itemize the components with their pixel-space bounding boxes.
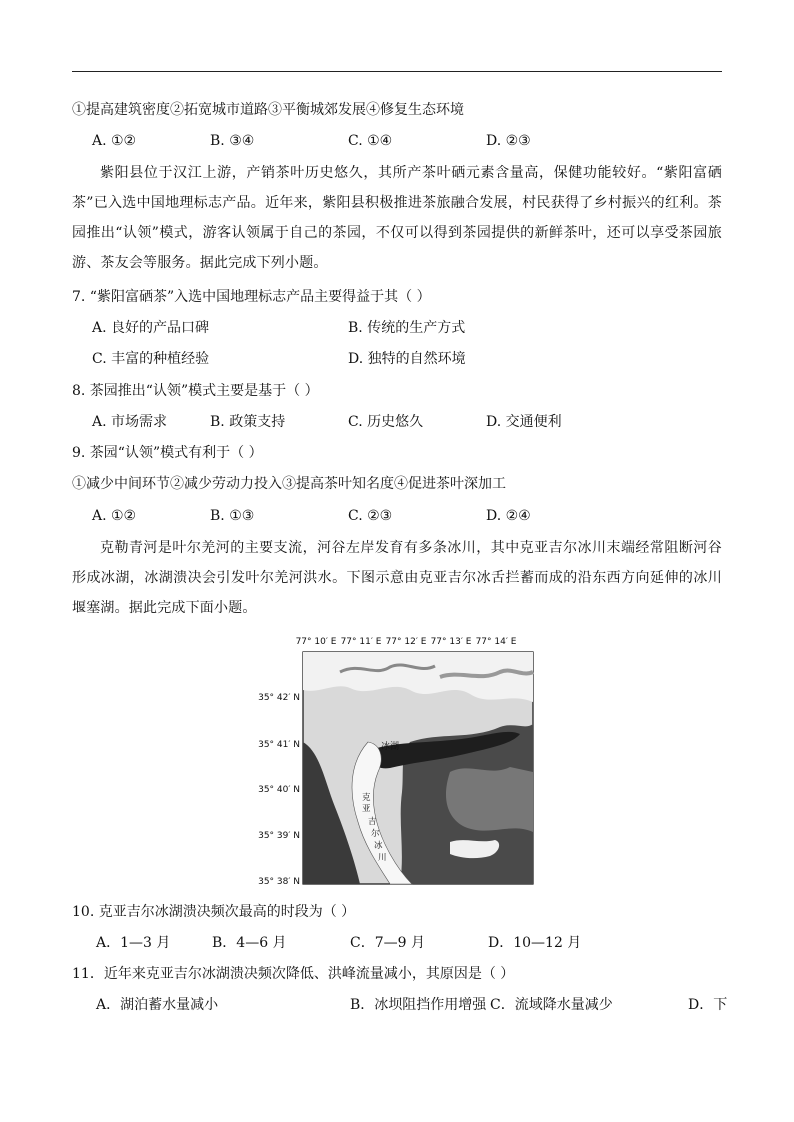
q11-stem: 11．近年来克亚吉尔冰湖溃决频次降低、洪峰流量减小，其原因是（ ） xyxy=(72,966,515,982)
q11-option-b[interactable]: B．冰坝阻挡作用增强 xyxy=(350,997,487,1013)
q10-option-a[interactable]: A．1—3 月 xyxy=(96,935,171,951)
q7-option-c[interactable]: C. 丰富的种植经验 xyxy=(92,351,210,367)
lat-label-4: 35° 39′ N xyxy=(258,831,300,841)
q8-option-b[interactable]: B. 政策支持 xyxy=(210,414,286,430)
glacier-label-2: 亚 xyxy=(362,804,371,814)
lat-label-5: 35° 38′ N xyxy=(258,877,300,887)
lat-label-3: 35° 40′ N xyxy=(258,785,300,795)
glacier-label-3: 吉 xyxy=(368,817,377,827)
lake-label: 冰湖 xyxy=(381,742,400,752)
q9-statements: ①减少中间环节②减少劳动力投入③提高茶叶知名度④促进茶叶深加工 xyxy=(72,476,506,492)
q6-option-a[interactable]: A. ①② xyxy=(92,133,137,149)
q8-option-c[interactable]: C. 历史悠久 xyxy=(348,414,424,430)
glacier-label-1: 克 xyxy=(362,793,371,803)
q8-option-a[interactable]: A. 市场需求 xyxy=(92,414,168,430)
q9-option-b[interactable]: B. ①③ xyxy=(210,508,255,524)
q6-option-b[interactable]: B. ③④ xyxy=(210,133,255,149)
lat-label-1: 35° 42′ N xyxy=(258,693,300,703)
lon-label-4: 77° 13′ E xyxy=(430,637,472,647)
lon-label-5: 77° 14′ E xyxy=(475,637,517,647)
q6-statements: ①提高建筑密度②拓宽城市道路③平衡城郊发展④修复生态环境 xyxy=(72,102,464,118)
q7-option-a[interactable]: A. 良好的产品口碑 xyxy=(92,320,210,336)
q6-option-d[interactable]: D. ②③ xyxy=(486,133,531,149)
q8-option-d[interactable]: D. 交通便利 xyxy=(486,414,562,430)
lon-label-3: 77° 12′ E xyxy=(385,637,427,647)
glacier-label-4: 尔 xyxy=(371,829,380,839)
q9-option-a[interactable]: A. ①② xyxy=(92,508,137,524)
lat-label-2: 35° 41′ N xyxy=(258,740,300,750)
glacier-lake-map xyxy=(250,632,550,892)
q10-stem: 10. 克亚吉尔冰湖溃决频次最高的时段为（ ） xyxy=(72,904,356,920)
satellite-image xyxy=(303,652,533,884)
q11-option-d[interactable]: D．下 xyxy=(688,997,728,1013)
q11-option-c[interactable]: C．流域降水量减少 xyxy=(490,997,613,1013)
header-rule xyxy=(72,71,722,72)
q10-option-c[interactable]: C．7—9 月 xyxy=(350,935,425,951)
q11-option-a[interactable]: A．湖泊蓄水量减小 xyxy=(96,997,219,1013)
q9-option-d[interactable]: D. ②④ xyxy=(486,508,531,524)
q7-stem: 7. “紫阳富硒茶”入选中国地理标志产品主要得益于其（ ） xyxy=(72,289,431,305)
q9-option-c[interactable]: C. ②③ xyxy=(348,508,393,524)
glacier-label-5: 冰 xyxy=(374,841,383,851)
q9-stem: 9. 茶园“认领”模式有利于（ ） xyxy=(72,445,263,461)
q7-option-b[interactable]: B. 传统的生产方式 xyxy=(348,320,466,336)
q7-option-d[interactable]: D. 独特的自然环境 xyxy=(348,351,466,367)
passage-ziyang-tea: 紫阳县位于汉江上游，产销茶叶历史悠久，其所产茶叶硒元素含量高，保健功能较好。“紫阳富硒茶”已入选中国地理标志产品。近年来，紫阳县积极推进茶旅融合发展，村民获得了乡村振兴的红利。茶园推出“认领”模式，游客认领属于自己的茶园，不仅可以得到茶园提供的新鲜茶叶，还可以享受茶园旅游、茶友会等服务。据此完成下列小题。 xyxy=(72,165,722,271)
lon-label-2: 77° 11′ E xyxy=(340,637,382,647)
q8-stem: 8. 茶园推出“认领”模式主要是基于（ ） xyxy=(72,383,319,399)
glacier-label-6: 川 xyxy=(378,853,387,863)
q6-option-c[interactable]: C. ①④ xyxy=(348,133,393,149)
q10-option-d[interactable]: D．10—12 月 xyxy=(488,935,582,951)
q10-option-b[interactable]: B．4—6 月 xyxy=(212,935,287,951)
lon-label-1: 77° 10′ E xyxy=(295,637,337,647)
passage-glacier-lake: 克勒青河是叶尔羌河的主要支流，河谷左岸发育有多条冰川，其中克亚吉尔冰川末端经常阻断河谷形成冰湖，冰湖溃决会引发叶尔羌河洪水。下图示意由克亚吉尔冰舌拦蓄而成的沿东西方向延伸的冰川堰塞湖。据此完成下面小题。 xyxy=(72,540,722,616)
